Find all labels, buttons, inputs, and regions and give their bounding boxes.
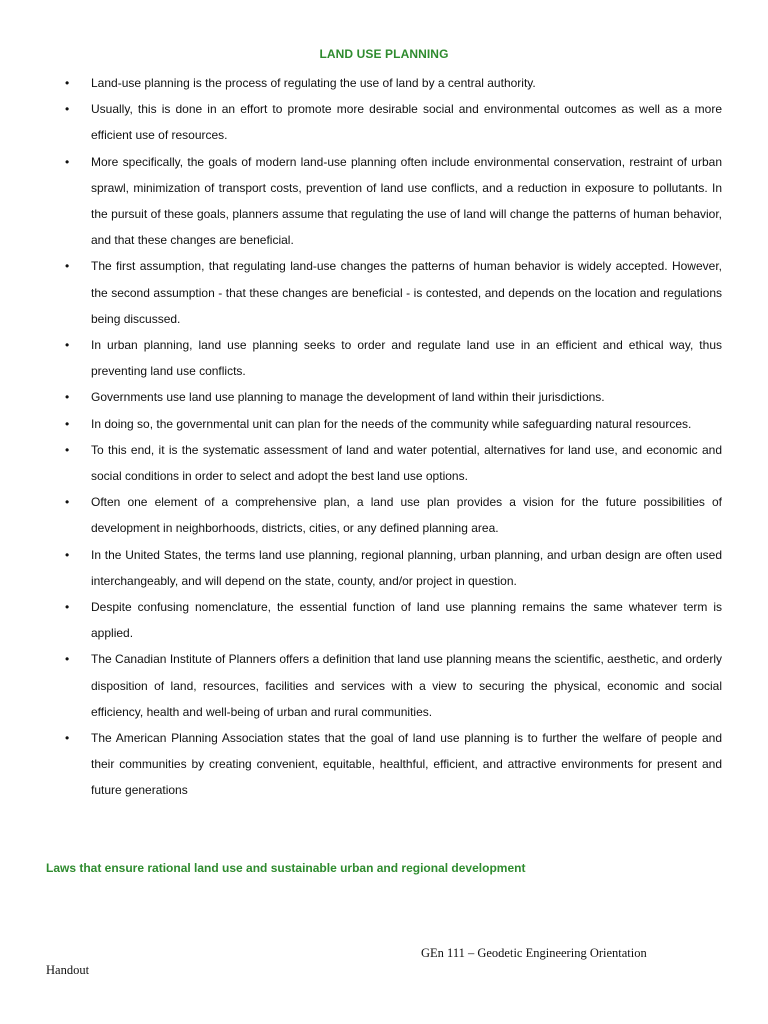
bullet-text: The Canadian Institute of Planners offers a definition that land use planning means the scientific, aesthetic, and orderly disposition of land, resources, facilities and services with a view to securing the physical, economic and social efficiency, health and well-being of urban and rural communities. xyxy=(91,652,722,719)
bullet-icon: • xyxy=(65,338,70,353)
bullet-icon: • xyxy=(65,731,70,746)
footer-course-title: GEn 111 – Geodetic Engineering Orientation xyxy=(421,946,647,960)
list-item xyxy=(0,646,768,725)
list-item xyxy=(0,411,768,437)
bullet-text: In the United States, the terms land use planning, regional planning, urban planning, and urban design are often used interchangeably, and will depend on the state, county, and/or project in question. xyxy=(91,547,722,588)
bullet-text: In doing so, the governmental unit can plan for the needs of the community while safeguarding natural resources. xyxy=(91,416,692,431)
bullet-icon: • xyxy=(65,76,70,90)
bullet-text: To this end, it is the systematic assessment of land and water potential, alternatives for land use, and economic and social conditions in order to select and adopt the best land use options. xyxy=(91,442,722,484)
bullet-text: The first assumption, that regulating land-use changes the patterns of human behavior is widely accepted. However, the second assumption - that these changes are beneficial - is contested, and depends on the location and regulations being discussed. xyxy=(91,259,722,326)
list-item xyxy=(0,332,768,384)
bullet-text: Usually, this is done in an effort to promote more desirable social and environmental outcomes as well as a more efficient use of resources. xyxy=(91,102,722,143)
bullet-text: More specifically, the goals of modern land-use planning often include environmental conservation, restraint of urban sprawl, minimization of transport costs, prevention of land use conflicts, and a reduction in exposure to pollutants. In the pursuit of these goals, planners assume that regulating the use of land will change the patterns of human behavior, and that these changes are beneficial. xyxy=(91,154,722,248)
list-item xyxy=(0,70,768,96)
document-title: LAND USE PLANNING xyxy=(319,47,449,61)
list-item xyxy=(0,489,768,541)
list-item xyxy=(0,96,768,148)
bullet-text: The American Planning Association states that the goal of land use planning is to further the welfare of people and their communities by creating convenient, equitable, healthful, efficient, and attractive environments for present and future generations xyxy=(91,731,722,798)
section-heading: Laws that ensure rational land use and sustainable urban and regional development xyxy=(46,861,526,875)
list-item xyxy=(0,437,768,489)
list-item xyxy=(0,384,768,410)
bullet-icon: • xyxy=(65,102,70,117)
bullet-icon: • xyxy=(65,600,70,615)
bullet-text: Governments use land use planning to manage the development of land within their jurisdictions. xyxy=(91,390,605,405)
bullet-icon: • xyxy=(65,259,70,274)
bullet-icon: • xyxy=(65,154,70,169)
bullet-icon: • xyxy=(65,416,70,431)
bullet-text: Despite confusing nomenclature, the essential function of land use planning remains the same whatever term is applied. xyxy=(91,600,722,641)
bullet-text: Land-use planning is the process of regulating the use of land by a central authority. xyxy=(91,76,536,90)
bullet-text: In urban planning, land use planning seeks to order and regulate land use in an efficient and ethical way, thus preventing land use conflicts. xyxy=(91,338,722,379)
bullet-list xyxy=(0,70,768,804)
list-item xyxy=(0,594,768,646)
list-item xyxy=(0,149,768,254)
footer-handout-label: Handout xyxy=(46,963,90,977)
list-item xyxy=(0,542,768,594)
bullet-icon: • xyxy=(65,495,70,510)
list-item xyxy=(0,253,768,332)
bullet-text: Often one element of a comprehensive plan, a land use plan provides a vision for the future possibilities of development in neighborhoods, districts, cities, or any defined planning area. xyxy=(91,495,722,536)
list-item xyxy=(0,725,768,804)
bullet-icon: • xyxy=(65,442,70,457)
bullet-icon: • xyxy=(65,547,70,562)
bullet-icon: • xyxy=(65,652,70,667)
bullet-icon: • xyxy=(65,390,70,405)
